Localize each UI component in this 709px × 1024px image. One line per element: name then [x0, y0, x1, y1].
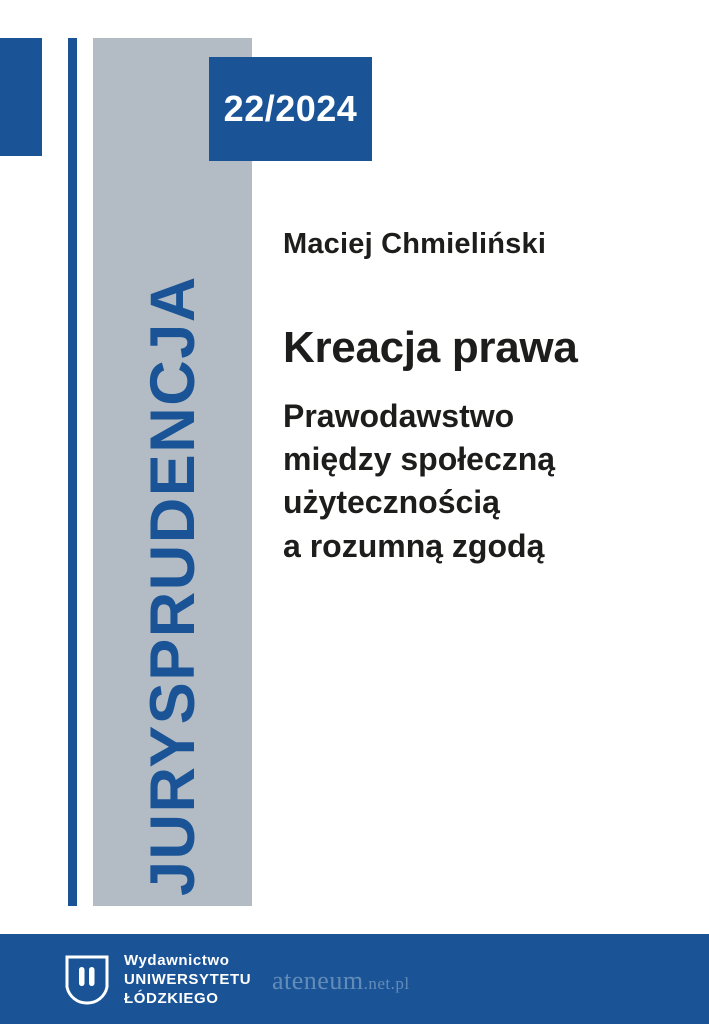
decorative-vertical-rule	[68, 38, 77, 906]
publisher-block	[64, 952, 251, 1008]
publisher-line: ŁÓDZKIEGO	[124, 989, 219, 1007]
issue-number: 22/2024	[223, 88, 358, 129]
watermark-suffix: .net.pl	[363, 974, 410, 993]
publisher-name	[124, 952, 251, 1008]
watermark-text: ateneum	[272, 966, 364, 995]
watermark	[272, 966, 410, 996]
book-subtitle	[283, 395, 683, 568]
decorative-corner-square	[0, 38, 42, 156]
author-name: Maciej Chmieliński	[283, 228, 547, 260]
university-press-logo-icon	[64, 954, 110, 1006]
book-title: Kreacja prawa	[283, 323, 578, 372]
series-title: JURYSPRUDENCJA	[137, 275, 208, 896]
publisher-bar	[0, 934, 709, 1024]
subtitle-line: Prawodawstwo	[283, 398, 515, 434]
subtitle-line: a rozumną zgodą	[283, 527, 545, 564]
publisher-line: UNIWERSYTETU	[124, 970, 252, 988]
issue-number-box	[209, 57, 372, 161]
publisher-line: Wydawnictwo	[124, 952, 230, 969]
subtitle-line: między społeczną	[283, 441, 556, 478]
cover-text-column	[283, 228, 683, 568]
subtitle-line: użytecznością	[283, 484, 500, 521]
